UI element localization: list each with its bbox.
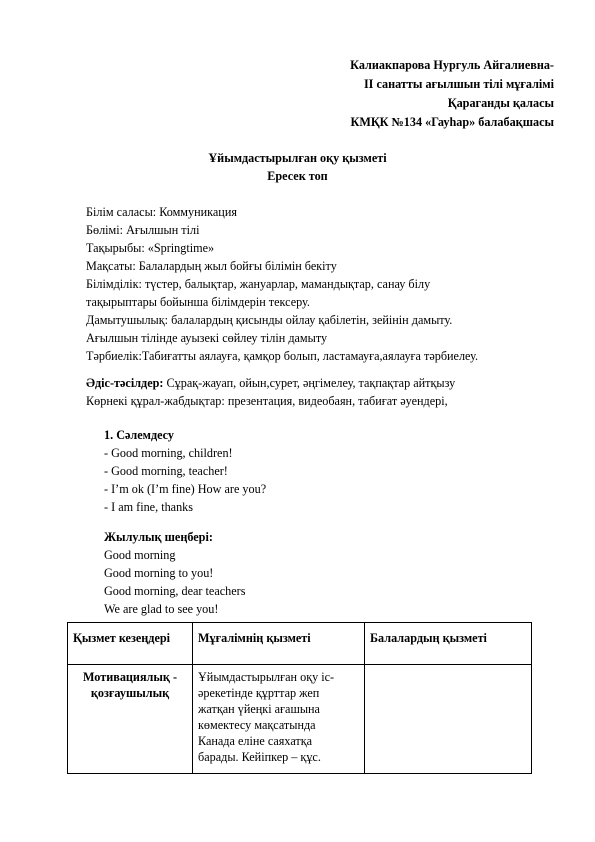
- column-header-stage: Қызмет кезеңдері: [68, 623, 193, 665]
- column-header-children: Балалардың қызметі: [365, 623, 532, 665]
- author-organization: КМҚК №134 «Гауһар» балабақшасы: [350, 115, 554, 129]
- methods-label: Әдіс-тәсілдер:: [86, 376, 164, 390]
- table-header-row: [68, 623, 532, 665]
- info-line: Білімділік: түстер, балықтар, жануарлар, мамандықтар, санау білу: [86, 277, 431, 291]
- methods-line: [86, 375, 455, 391]
- author-name: Калиакпарова Нургуль Айгалиевна-: [350, 58, 554, 72]
- info-line: Тәрбиелік:Табиғатты аялауға, қамқор болып, ластамауға,аялауға тәрбиелеу.: [86, 349, 479, 363]
- greeting-heading: 1. Сәлемдесу: [104, 428, 175, 442]
- teacher-line: барады. Кейіпкер – құс.: [198, 750, 321, 764]
- lesson-plan-table: [67, 622, 532, 774]
- info-line: Мақсаты: Балалардың жыл бойғы білімін бекіту: [86, 259, 337, 273]
- greeting-line: - Good morning, children!: [104, 446, 233, 460]
- teacher-cell: [193, 665, 365, 774]
- info-line: Білім саласы: Коммуникация: [86, 205, 237, 219]
- column-header-teacher: Мұғалімнің қызметі: [193, 623, 365, 665]
- stage-line: Мотивациялық -: [82, 670, 178, 684]
- teacher-line: Ұйымдастырылған оқу іс-: [198, 670, 335, 684]
- greeting-line: - Good morning, teacher!: [104, 464, 228, 478]
- info-line: Тақырыбы: «Springtime»: [86, 241, 215, 255]
- circle-heading: Жылулық шеңбері:: [104, 530, 213, 544]
- visuals-line: Көрнекі құрал-жабдықтар: презентация, видеобаян, табиғат әуендері,: [86, 394, 448, 408]
- info-line: Бөлімі: Ағылшын тілі: [86, 223, 200, 237]
- circle-line: Good morning to you!: [104, 566, 214, 580]
- children-cell: [365, 665, 532, 774]
- table-row: [68, 665, 532, 774]
- circle-line: We are glad to see you!: [104, 602, 219, 616]
- greeting-line: - I am fine, thanks: [104, 500, 194, 514]
- info-line: Дамытушылық: балалардың қисынды ойлау қабілетін, зейінін дамыту.: [86, 313, 453, 327]
- teacher-line: көмектесу мақсатында: [198, 718, 316, 732]
- methods-text: Сұрақ-жауап, ойын,сурет, әңгімелеу, тақпақтар айтқызу: [163, 376, 456, 390]
- info-line: Ағылшын тілінде ауызекі сөйлеу тілін дамыту: [86, 331, 328, 345]
- greeting-line: - I’m ok (I’m fine) How are you?: [104, 482, 267, 496]
- teacher-line: жатқан үйеңкі ағашына: [198, 702, 320, 716]
- circle-line: Good morning, dear teachers: [104, 584, 246, 598]
- info-line: тақырыптары бойынша білімдерін тексеру.: [86, 295, 310, 309]
- stage-line: қозғаушылық: [90, 686, 170, 700]
- circle-line: Good morning: [104, 548, 176, 562]
- teacher-line: әрекетінде құрттар жеп: [198, 686, 320, 700]
- author-city: Қараганды қаласы: [447, 96, 554, 110]
- group-name: Ересек топ: [267, 169, 328, 183]
- teacher-line: Канада еліне саяхатқа: [198, 734, 313, 748]
- author-position: II санатты ағылшын тілі мұғалімі: [363, 77, 554, 91]
- stage-cell: [68, 665, 193, 774]
- document-title: Ұйымдастырылған оқу қызметі: [208, 151, 387, 165]
